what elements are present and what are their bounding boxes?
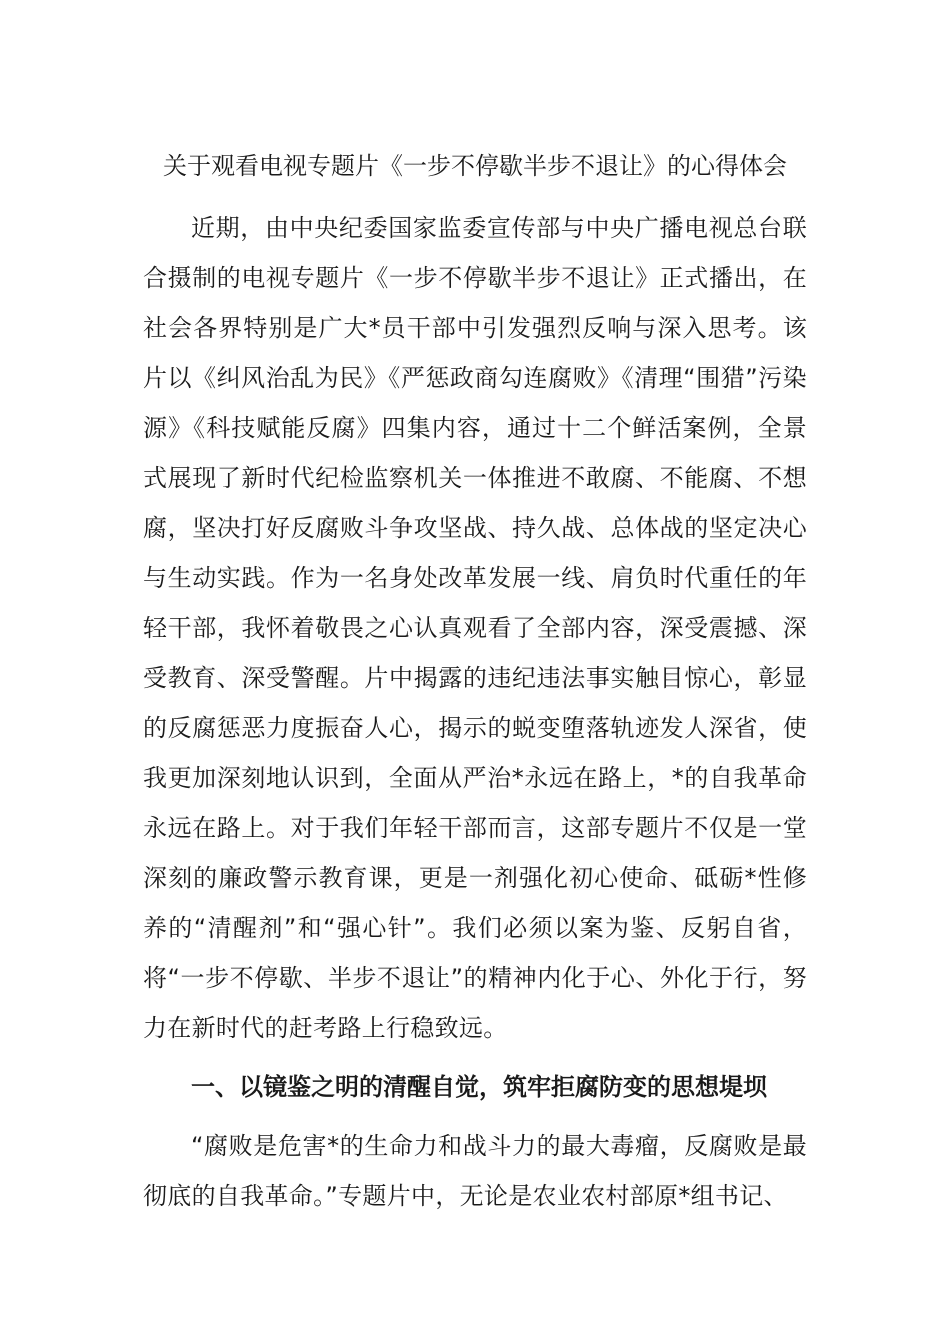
section-heading-1: 一、以镜鉴之明的清醒自觉，筑牢拒腐防变的思想堤坝 <box>191 1073 767 1101</box>
section-1-paragraph: “腐败是危害*的生命力和战斗力的最大毒瘤，反腐败是最彻底的自我革命。”专题片中，无论是农业农村部原*组书记、 <box>143 1132 807 1210</box>
document-title: 关于观看电视专题片《一步不停歇半步不退让》的心得体会 <box>163 152 787 180</box>
intro-paragraph: 近期，由中央纪委国家监委宣传部与中央广播电视总台联合摄制的电视专题片《一步不停歇半步不退让》正式播出，在社会各界特别是广大*员干部中引发强烈反响与深入思考。该片以《纠风治乱为民》《严惩政商勾连腐败》《清理“围猎”污染源》《科技赋能反腐》四集内容，通过十二个鲜活案例，全景式展现了新时代纪检监察机关一体推进不敢腐、不能腐、不想腐，坚决打好反腐败斗争攻坚战、持久战、总体战的坚定决心与生动实践。作为一名身处改革发展一线、肩负时代重任的年轻干部，我怀着敬畏之心认真观看了全部内容，深受震撼、深受教育、深受警醒。片中揭露的违纪违法事实触目惊心，彰显的反腐惩恶力度振奋人心，揭示的蜕变堕落轨迹发人深省，使我更加深刻地认识到，全面从严治*永远在路上，*的自我革命永远在路上。对于我们年轻干部而言，这部专题片不仅是一堂深刻的廉政警示教育课，更是一剂强化初心使命、砥砺*性修养的“清醒剂”和“强心针”。我们必须以案为鉴、反躬自省，将“一步不停歇、半步不退让”的精神内化于心、外化于行，努力在新时代的赶考路上行稳致远。 <box>143 214 807 1042</box>
